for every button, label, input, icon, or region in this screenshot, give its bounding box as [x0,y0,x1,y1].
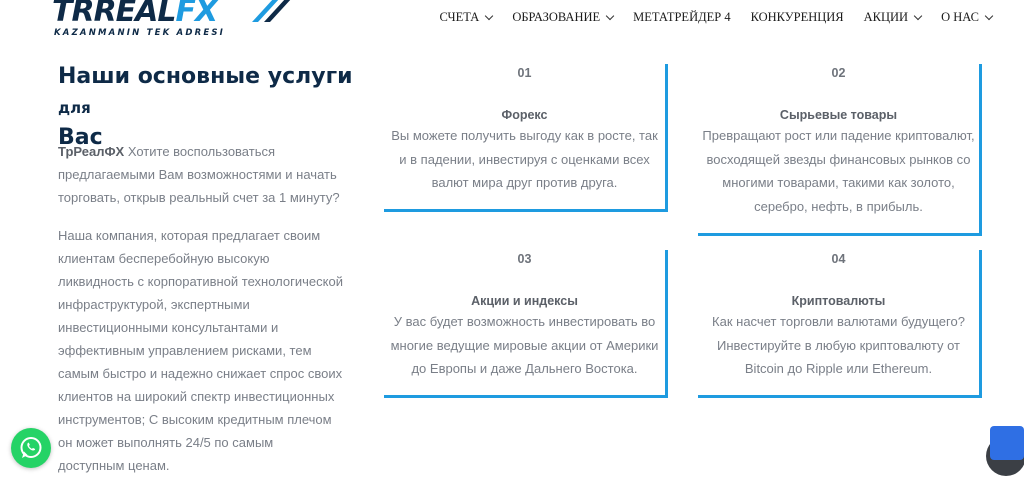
nav-item-accounts[interactable]: СЧЕТА [429,10,502,25]
service-card-commodities [698,64,982,236]
service-card-stocks [384,250,668,398]
site-logo[interactable] [52,0,282,42]
service-title: Сырьевые товары [779,108,898,122]
chevron-down-icon [985,12,993,20]
live-chat-button[interactable] [990,426,1024,460]
service-card-crypto [698,250,982,398]
service-number: 01 [517,66,532,80]
chevron-down-icon [485,12,493,20]
chevron-down-icon [914,12,922,20]
service-title: Акции и индексы [471,294,578,308]
nav-item-promotions[interactable]: АКЦИИ [854,10,931,25]
nav-item-about[interactable]: О НАС [931,10,1002,25]
nav-item-metatrader[interactable]: МЕТАТРЕЙДЕР 4 [633,10,731,24]
main-nav [429,10,1002,25]
service-title: Криптовалюты [791,294,886,308]
service-card-forex [384,64,668,212]
whatsapp-button[interactable] [11,428,51,468]
service-number: 03 [517,252,532,266]
company-description: Наша компания, которая предлагает своим клиентам бесперебойную высокую ликвидность с корпоративной технологической инфраструктурой, экспертными инвестиционными консультантами и эффективным управлением рисками, тем самым быстро и надежно снижает спрос своих клиентов на широкий спектр инвестиционных инструментов; С высоким кредитным плечом он может выполнять 24/5 по самым доступным ценам. [58,228,343,473]
chevron-down-icon [606,12,614,20]
service-title: Форекс [501,108,548,122]
section-title: Наши основные услуги для Вас [58,64,353,150]
service-description: Вы можете получить выгоду как в росте, так и в падении, инвестируя с оценками всех валют мира друг против друга. [391,128,658,190]
service-description: Превращают рост или падение криптовалют, восходящей звезды финансовых рынков со многими товарами, такими как золото, серебро, нефть, в прибыль. [702,128,975,214]
logo-tagline: KAZANMANIN TEK ADRESI [54,28,226,38]
nav-item-education[interactable]: ОБРАЗОВАНИЕ [502,10,623,25]
whatsapp-icon [18,435,44,461]
service-description: У вас будет возможность инвестировать во многие ведущие мировые акции от Америки до Европы и даже Дальнего Востока. [390,314,659,376]
brand-name: ТрРеалФХ [58,144,125,159]
nav-item-competition[interactable]: КОНКУРЕНЦИЯ [750,10,844,24]
intro-text: ТрРеалФХ Хотите воспользоваться предлагаемыми Вам возможностями и начать торговать, открыв реальный счет за 1 минуту? [58,144,340,205]
logo-slash-icon [222,0,292,26]
service-description: Как насчет торговли валютами будущего? Инвестируйте в любую криптовалюту от Bitcoin до Ripple или Ethereum. [712,314,965,376]
service-number: 02 [831,66,846,80]
service-number: 04 [831,252,846,266]
logo-wordmark: TRREALFX [52,0,218,29]
